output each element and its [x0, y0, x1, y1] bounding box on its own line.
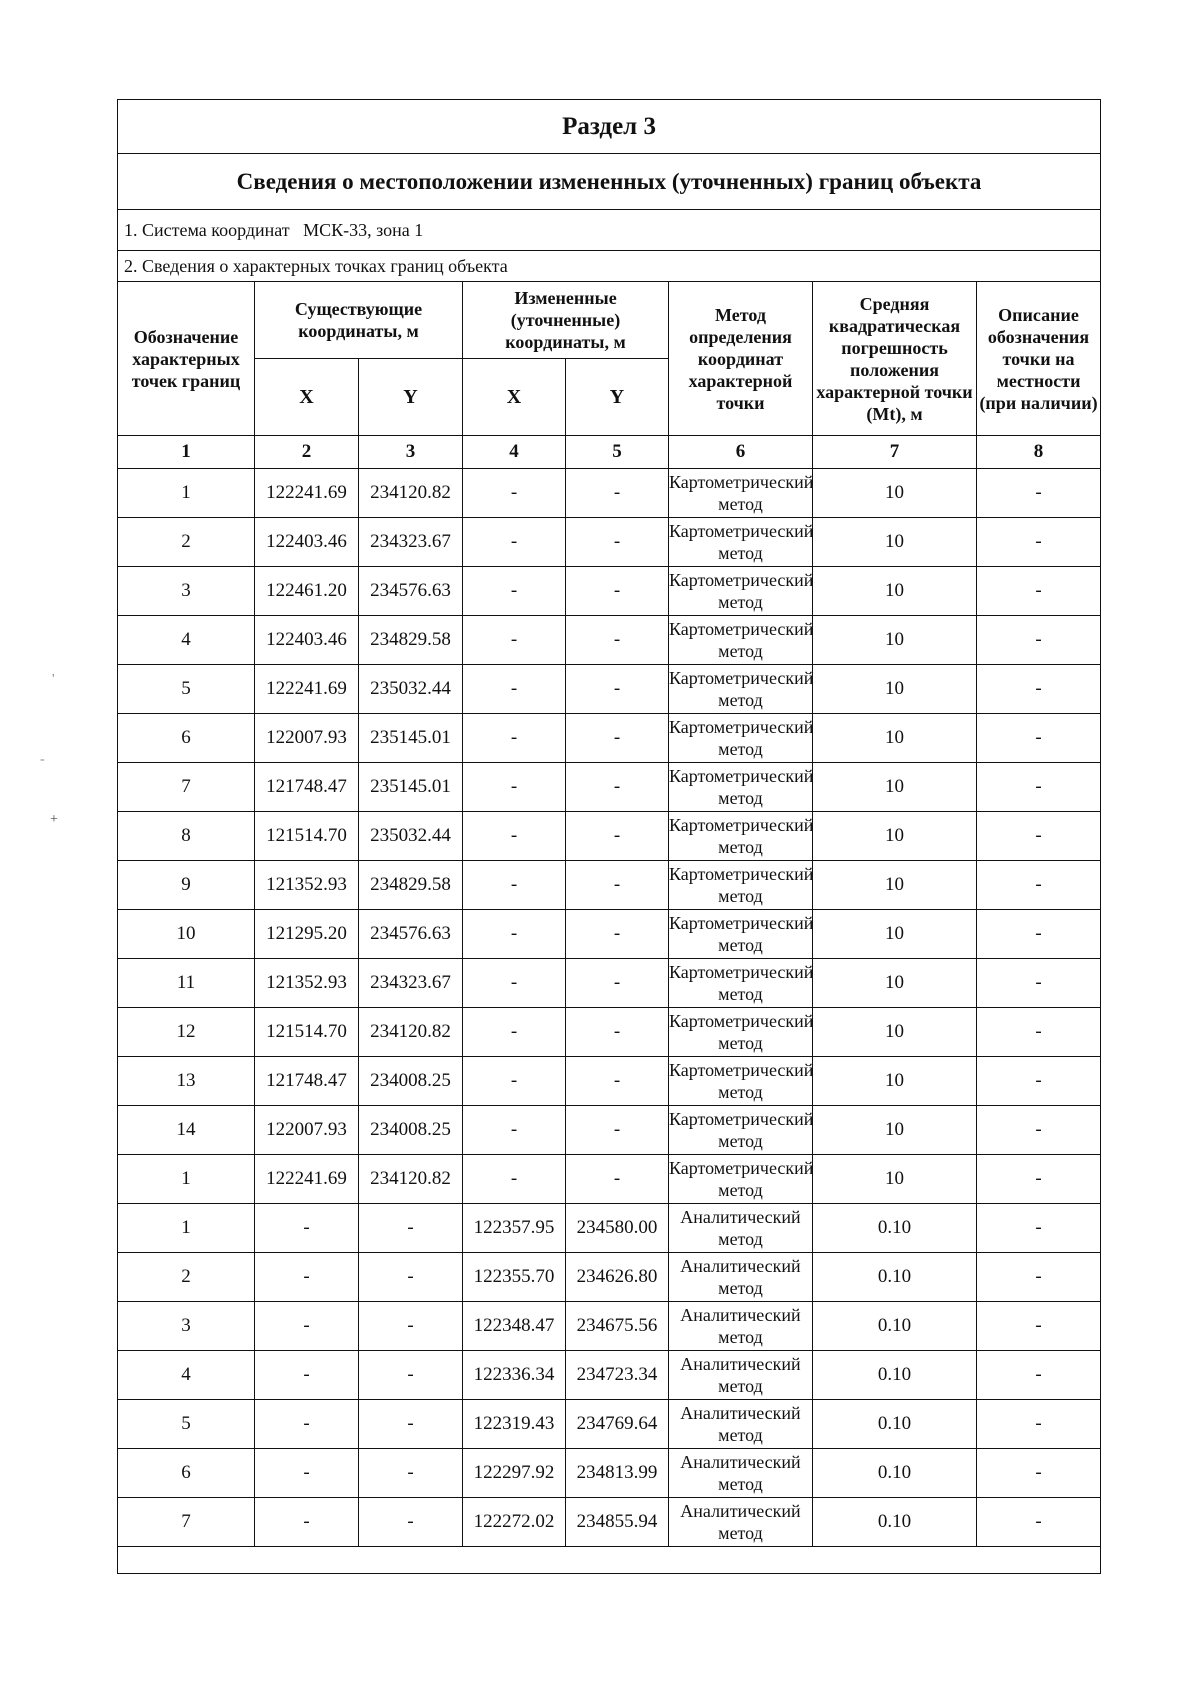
- cell-description: -: [977, 861, 1101, 910]
- cell-description: -: [977, 1253, 1101, 1302]
- cell-point-number: 1: [118, 469, 255, 518]
- cell-existing-y: 234829.58: [359, 861, 463, 910]
- table-empty-row: [118, 1547, 1101, 1574]
- cell-method: Картометрический метод: [669, 469, 813, 518]
- header-changed-y: Y: [566, 359, 669, 436]
- cell-description: -: [977, 665, 1101, 714]
- cell-changed-x: -: [463, 1057, 566, 1106]
- header-error: Средняя квадратическая погрешность положения характерной точки (Mt), м: [813, 282, 977, 436]
- cell-description: -: [977, 959, 1101, 1008]
- table-row: [118, 1008, 1101, 1057]
- table-row: [118, 567, 1101, 616]
- cell-changed-x: 122319.43: [463, 1400, 566, 1449]
- cell-existing-x: 122403.46: [255, 616, 359, 665]
- cell-existing-x: 121352.93: [255, 861, 359, 910]
- table-row: [118, 812, 1101, 861]
- cell-changed-y: -: [566, 910, 669, 959]
- cell-changed-y: 234855.94: [566, 1498, 669, 1547]
- table-row: [118, 959, 1101, 1008]
- cell-existing-y: 234120.82: [359, 1008, 463, 1057]
- cell-existing-x: 122007.93: [255, 1106, 359, 1155]
- cell-point-number: 14: [118, 1106, 255, 1155]
- cell-point-number: 8: [118, 812, 255, 861]
- coord-system-value: МСК-33, зона 1: [303, 219, 424, 240]
- cell-changed-y: -: [566, 812, 669, 861]
- cell-point-number: 5: [118, 665, 255, 714]
- cell-existing-x: 122007.93: [255, 714, 359, 763]
- cell-method: Картометрический метод: [669, 1106, 813, 1155]
- table-row: [118, 1106, 1101, 1155]
- cell-method: Картометрический метод: [669, 714, 813, 763]
- cell-changed-x: -: [463, 861, 566, 910]
- cell-method: Картометрический метод: [669, 518, 813, 567]
- column-numbers-row: [118, 436, 1101, 469]
- cell-existing-x: -: [255, 1302, 359, 1351]
- document-title: Сведения о местоположении измененных (уточненных) границ объекта: [118, 154, 1101, 210]
- cell-changed-y: 234769.64: [566, 1400, 669, 1449]
- cell-mt-error: 10: [813, 1008, 977, 1057]
- cell-changed-x: 122272.02: [463, 1498, 566, 1547]
- cell-existing-y: -: [359, 1253, 463, 1302]
- table-row: [118, 763, 1101, 812]
- cell-existing-x: 121352.93: [255, 959, 359, 1008]
- cell-existing-y: 235032.44: [359, 665, 463, 714]
- cell-changed-y: -: [566, 763, 669, 812]
- scan-mark: +: [50, 812, 58, 827]
- cell-existing-y: 234120.82: [359, 1155, 463, 1204]
- cell-mt-error: 0.10: [813, 1351, 977, 1400]
- table-row: [118, 1204, 1101, 1253]
- cell-method: Аналитический метод: [669, 1204, 813, 1253]
- cell-method: Картометрический метод: [669, 1008, 813, 1057]
- cell-method: Картометрический метод: [669, 910, 813, 959]
- cell-point-number: 13: [118, 1057, 255, 1106]
- column-number: 1: [118, 436, 255, 469]
- cell-method: Картометрический метод: [669, 1057, 813, 1106]
- cell-description: -: [977, 616, 1101, 665]
- header-existing-y: Y: [359, 359, 463, 436]
- column-number: 5: [566, 436, 669, 469]
- cell-description: -: [977, 1449, 1101, 1498]
- cell-mt-error: 0.10: [813, 1204, 977, 1253]
- cell-existing-x: -: [255, 1449, 359, 1498]
- cell-changed-x: -: [463, 567, 566, 616]
- cell-description: -: [977, 812, 1101, 861]
- cell-mt-error: 10: [813, 763, 977, 812]
- cell-changed-y: -: [566, 665, 669, 714]
- table-row: [118, 910, 1101, 959]
- cell-method: Картометрический метод: [669, 959, 813, 1008]
- cell-method: Аналитический метод: [669, 1498, 813, 1547]
- cell-existing-y: 234323.67: [359, 518, 463, 567]
- cell-method: Картометрический метод: [669, 812, 813, 861]
- cell-mt-error: 10: [813, 1106, 977, 1155]
- table-row: [118, 616, 1101, 665]
- scan-mark: ': [52, 672, 55, 687]
- cell-existing-x: 121748.47: [255, 763, 359, 812]
- cell-existing-x: 121514.70: [255, 1008, 359, 1057]
- cell-existing-y: 234829.58: [359, 616, 463, 665]
- cell-existing-y: -: [359, 1351, 463, 1400]
- cell-method: Аналитический метод: [669, 1449, 813, 1498]
- coord-system-row: [118, 210, 1101, 251]
- header-existing-coords: Существующие координаты, м: [255, 282, 463, 359]
- cell-changed-y: -: [566, 861, 669, 910]
- cell-existing-x: -: [255, 1400, 359, 1449]
- cell-description: -: [977, 910, 1101, 959]
- cell-description: -: [977, 1057, 1101, 1106]
- cell-existing-x: 122241.69: [255, 665, 359, 714]
- table-body: [118, 469, 1101, 1547]
- table-row: [118, 1253, 1101, 1302]
- table-row: [118, 518, 1101, 567]
- cell-changed-x: -: [463, 763, 566, 812]
- cell-description: -: [977, 1008, 1101, 1057]
- boundary-points-table: [117, 99, 1101, 1574]
- cell-point-number: 7: [118, 763, 255, 812]
- cell-existing-y: 234120.82: [359, 469, 463, 518]
- cell-mt-error: 10: [813, 861, 977, 910]
- cell-description: -: [977, 1351, 1101, 1400]
- cell-point-number: 3: [118, 567, 255, 616]
- cell-changed-y: -: [566, 1057, 669, 1106]
- cell-changed-x: -: [463, 910, 566, 959]
- cell-existing-y: -: [359, 1400, 463, 1449]
- cell-existing-x: 122461.20: [255, 567, 359, 616]
- column-number: 3: [359, 436, 463, 469]
- column-number: 4: [463, 436, 566, 469]
- cell-description: -: [977, 518, 1101, 567]
- cell-existing-y: -: [359, 1302, 463, 1351]
- cell-changed-y: -: [566, 1155, 669, 1204]
- empty-cell: [118, 1547, 1101, 1574]
- cell-changed-x: -: [463, 1155, 566, 1204]
- column-number: 7: [813, 436, 977, 469]
- cell-point-number: 4: [118, 1351, 255, 1400]
- cell-existing-y: 235145.01: [359, 763, 463, 812]
- cell-changed-x: -: [463, 714, 566, 763]
- header-existing-x: X: [255, 359, 359, 436]
- cell-changed-x: 122348.47: [463, 1302, 566, 1351]
- cell-changed-y: 234723.34: [566, 1351, 669, 1400]
- table-row: [118, 861, 1101, 910]
- column-number: 2: [255, 436, 359, 469]
- cell-point-number: 1: [118, 1204, 255, 1253]
- cell-changed-x: -: [463, 812, 566, 861]
- cell-method: Аналитический метод: [669, 1351, 813, 1400]
- cell-changed-y: 234813.99: [566, 1449, 669, 1498]
- cell-existing-x: 122241.69: [255, 1155, 359, 1204]
- cell-description: -: [977, 1106, 1101, 1155]
- section-heading: Раздел 3: [118, 100, 1101, 154]
- cell-method: Картометрический метод: [669, 1155, 813, 1204]
- cell-existing-y: 234008.25: [359, 1106, 463, 1155]
- cell-existing-x: -: [255, 1253, 359, 1302]
- cell-point-number: 7: [118, 1498, 255, 1547]
- cell-point-number: 6: [118, 1449, 255, 1498]
- table-row: [118, 1400, 1101, 1449]
- cell-changed-y: -: [566, 469, 669, 518]
- header-changed-x: X: [463, 359, 566, 436]
- cell-changed-y: -: [566, 1106, 669, 1155]
- cell-point-number: 5: [118, 1400, 255, 1449]
- cell-point-number: 1: [118, 1155, 255, 1204]
- table-row: [118, 714, 1101, 763]
- cell-changed-y: -: [566, 959, 669, 1008]
- cell-point-number: 2: [118, 1253, 255, 1302]
- cell-changed-y: 234580.00: [566, 1204, 669, 1253]
- cell-changed-x: 122357.95: [463, 1204, 566, 1253]
- cell-existing-x: 121748.47: [255, 1057, 359, 1106]
- cell-method: Картометрический метод: [669, 763, 813, 812]
- cell-description: -: [977, 469, 1101, 518]
- cell-existing-x: -: [255, 1351, 359, 1400]
- cell-mt-error: 10: [813, 616, 977, 665]
- cell-description: -: [977, 763, 1101, 812]
- cell-existing-x: 122241.69: [255, 469, 359, 518]
- cell-changed-y: -: [566, 518, 669, 567]
- cell-mt-error: 0.10: [813, 1498, 977, 1547]
- cell-mt-error: 10: [813, 959, 977, 1008]
- cell-mt-error: 10: [813, 910, 977, 959]
- cell-method: Картометрический метод: [669, 665, 813, 714]
- cell-method: Аналитический метод: [669, 1302, 813, 1351]
- cell-changed-x: -: [463, 469, 566, 518]
- cell-existing-x: 122403.46: [255, 518, 359, 567]
- cell-description: -: [977, 1302, 1101, 1351]
- cell-existing-x: 121295.20: [255, 910, 359, 959]
- table-row: [118, 1498, 1101, 1547]
- cell-changed-x: 122336.34: [463, 1351, 566, 1400]
- table-row: [118, 1449, 1101, 1498]
- cell-method: Картометрический метод: [669, 861, 813, 910]
- cell-mt-error: 0.10: [813, 1253, 977, 1302]
- coord-system-label: 1. Система координат: [124, 219, 290, 240]
- cell-existing-y: -: [359, 1449, 463, 1498]
- cell-mt-error: 10: [813, 714, 977, 763]
- cell-changed-y: 234675.56: [566, 1302, 669, 1351]
- cell-mt-error: 10: [813, 469, 977, 518]
- column-number: 6: [669, 436, 813, 469]
- cell-point-number: 6: [118, 714, 255, 763]
- cell-point-number: 4: [118, 616, 255, 665]
- cell-description: -: [977, 1400, 1101, 1449]
- cell-changed-x: -: [463, 1008, 566, 1057]
- cell-existing-x: -: [255, 1204, 359, 1253]
- cell-description: -: [977, 1155, 1101, 1204]
- cell-existing-y: 234008.25: [359, 1057, 463, 1106]
- cell-existing-y: -: [359, 1204, 463, 1253]
- cell-mt-error: 10: [813, 812, 977, 861]
- header-designation: Обозначение характерных точек границ: [118, 282, 255, 436]
- cell-existing-y: 234576.63: [359, 567, 463, 616]
- cell-method: Картометрический метод: [669, 567, 813, 616]
- cell-point-number: 9: [118, 861, 255, 910]
- cell-changed-x: 122355.70: [463, 1253, 566, 1302]
- cell-mt-error: 0.10: [813, 1400, 977, 1449]
- cell-point-number: 12: [118, 1008, 255, 1057]
- cell-existing-x: -: [255, 1498, 359, 1547]
- header-method: Метод определения координат характерной точки: [669, 282, 813, 436]
- cell-existing-x: 121514.70: [255, 812, 359, 861]
- cell-mt-error: 0.10: [813, 1449, 977, 1498]
- cell-changed-x: 122297.92: [463, 1449, 566, 1498]
- table-row: [118, 1057, 1101, 1106]
- cell-point-number: 11: [118, 959, 255, 1008]
- table-row: [118, 1351, 1101, 1400]
- column-number: 8: [977, 436, 1101, 469]
- cell-description: -: [977, 714, 1101, 763]
- cell-changed-y: 234626.80: [566, 1253, 669, 1302]
- cell-method: Аналитический метод: [669, 1400, 813, 1449]
- cell-changed-y: -: [566, 714, 669, 763]
- cell-point-number: 10: [118, 910, 255, 959]
- cell-mt-error: 10: [813, 567, 977, 616]
- cell-existing-y: 234323.67: [359, 959, 463, 1008]
- cell-changed-y: -: [566, 1008, 669, 1057]
- cell-existing-y: 235145.01: [359, 714, 463, 763]
- table-row: [118, 1302, 1101, 1351]
- table-row: [118, 1155, 1101, 1204]
- table-row: [118, 469, 1101, 518]
- points-section-label: 2. Сведения о характерных точках границ объекта: [118, 251, 1101, 282]
- cell-method: Картометрический метод: [669, 616, 813, 665]
- cell-changed-x: -: [463, 518, 566, 567]
- cell-description: -: [977, 567, 1101, 616]
- cell-changed-x: -: [463, 616, 566, 665]
- cell-changed-x: -: [463, 665, 566, 714]
- cell-point-number: 3: [118, 1302, 255, 1351]
- header-description: Описание обозначения точки на местности (при наличии): [977, 282, 1101, 436]
- table-row: [118, 665, 1101, 714]
- header-changed-coords: Измененные (уточненные) координаты, м: [463, 282, 669, 359]
- cell-description: -: [977, 1498, 1101, 1547]
- document-sheet: [117, 99, 1100, 1574]
- scan-mark: -: [40, 752, 45, 767]
- cell-method: Аналитический метод: [669, 1253, 813, 1302]
- cell-changed-y: -: [566, 567, 669, 616]
- cell-existing-y: 234576.63: [359, 910, 463, 959]
- cell-changed-x: -: [463, 959, 566, 1008]
- cell-mt-error: 0.10: [813, 1302, 977, 1351]
- cell-point-number: 2: [118, 518, 255, 567]
- cell-changed-x: -: [463, 1106, 566, 1155]
- cell-existing-y: 235032.44: [359, 812, 463, 861]
- cell-description: -: [977, 1204, 1101, 1253]
- cell-mt-error: 10: [813, 518, 977, 567]
- cell-mt-error: 10: [813, 1155, 977, 1204]
- cell-mt-error: 10: [813, 665, 977, 714]
- cell-existing-y: -: [359, 1498, 463, 1547]
- cell-mt-error: 10: [813, 1057, 977, 1106]
- cell-changed-y: -: [566, 616, 669, 665]
